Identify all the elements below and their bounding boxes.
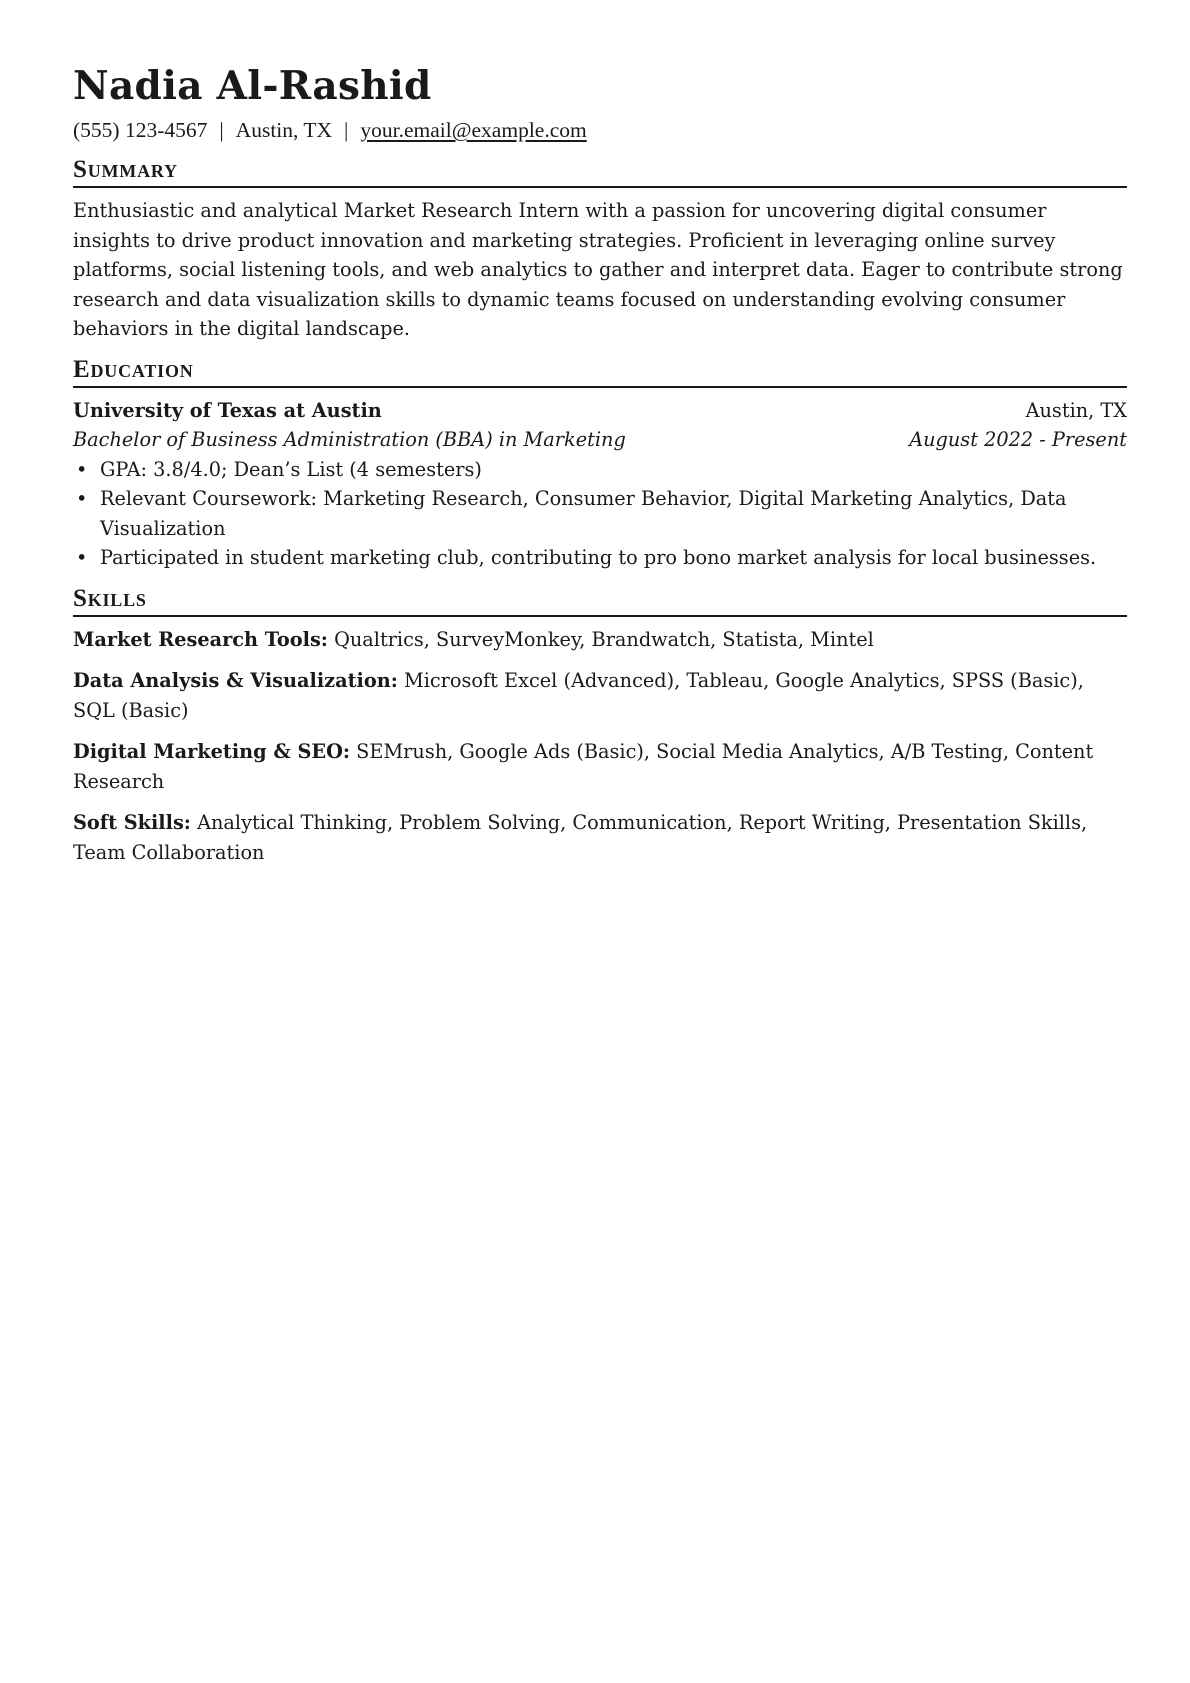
skill-line-soft-skills — [73, 808, 1127, 867]
skill-value: Qualtrics, SurveyMonkey, Brandwatch, Statista, Mintel — [334, 627, 874, 651]
education-heading: Education — [73, 354, 1127, 388]
skill-line-digital-marketing — [73, 737, 1127, 796]
list-item: • GPA: 3.8/4.0; Dean’s List (4 semesters) — [100, 455, 1127, 485]
education-degree-row — [73, 425, 1127, 455]
contact-location: Austin, TX — [235, 118, 333, 142]
skill-label: Soft Skills: — [73, 811, 191, 834]
list-item: • Relevant Coursework: Marketing Research, Consumer Behavior, Digital Marketing Analytics, Data Visualization — [100, 484, 1127, 543]
summary-text: Enthusiastic and analytical Market Research Intern with a passion for uncovering digital consumer insights to drive product innovation and marketing strategies. Proficient in leveraging online survey platforms, social listening tools, and web analytics to gather and interpret data. Eager to contribute strong research and data visualization skills to dynamic teams focused on understanding evolving consumer behaviors in the digital landscape. — [73, 199, 1123, 340]
degree-name: Bachelor of Business Administration (BBA) in Marketing — [73, 428, 626, 451]
skill-label: Digital Marketing & SEO: — [73, 740, 351, 763]
summary-heading: Summary — [73, 154, 1127, 188]
skill-label: Market Research Tools: — [73, 627, 328, 651]
school-location: Austin, TX — [1025, 398, 1127, 422]
contact-separator: | — [219, 118, 224, 142]
summary-section — [73, 154, 1127, 344]
phone-number: (555) 123-4567 — [73, 118, 208, 142]
contact-separator: | — [344, 118, 349, 142]
skill-value: Analytical Thinking, Problem Solving, Communication, Report Writing, Presentation Skills, Team Collaboration — [73, 811, 1088, 864]
resume-page — [73, 56, 1127, 879]
education-section — [73, 354, 1127, 573]
education-bullets — [73, 455, 1127, 573]
education-school-row — [73, 396, 1127, 426]
skill-label: Data Analysis & Visualization: — [73, 669, 398, 692]
candidate-name: Nadia Al-Rashid — [73, 63, 432, 109]
list-item: • Participated in student marketing club, contributing to pro bono market analysis for local businesses. — [100, 543, 1127, 573]
skill-value: SEMrush, Google Ads (Basic), Social Media Analytics, A/B Testing, Content Research — [73, 740, 1094, 793]
skills-heading: Skills — [73, 583, 1127, 617]
skill-value: Microsoft Excel (Advanced), Tableau, Google Analytics, SPSS (Basic), SQL (Basic) — [73, 669, 1084, 722]
contact-line — [73, 116, 1127, 144]
skill-line-data-analysis — [73, 666, 1127, 725]
email-link[interactable]: your.email@example.com — [360, 118, 587, 142]
school-name: University of Texas at Austin — [73, 398, 382, 422]
skills-section — [73, 583, 1127, 868]
skill-line-market-research — [73, 625, 1127, 655]
degree-dates: August 2022 - Present — [909, 428, 1127, 451]
